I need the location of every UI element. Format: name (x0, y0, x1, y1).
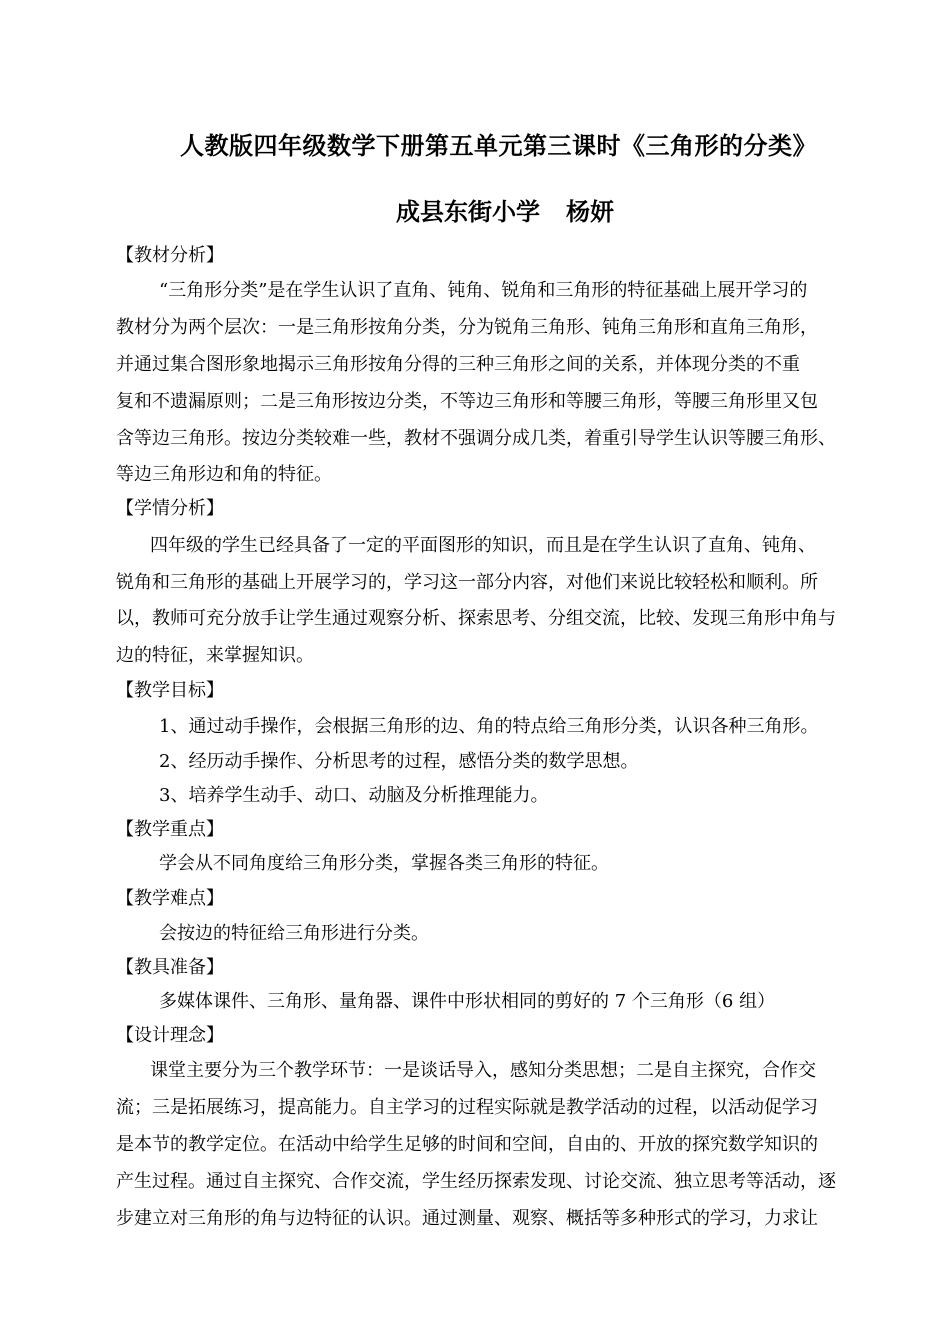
author-name: 杨妍 (566, 197, 614, 226)
paragraph-line: 边的特征，来掌握知识。 (116, 645, 314, 666)
school-name: 成县东街小学 (396, 197, 540, 226)
section-heading: 【设计理念】 (116, 1025, 224, 1046)
paragraph-line: 学会从不同角度给三角形分类，掌握各类三角形的特征。 (159, 853, 609, 874)
paragraph-line: 复和不遗漏原则；二是三角形按边分类，不等边三角形和等腰三角形，等腰三角形里又包 (116, 391, 818, 412)
paragraph-line: 流；三是拓展练习，提高能力。自主学习的过程实际就是教学活动的过程，以活动促学习 (116, 1097, 818, 1118)
paragraph-line: 是本节的教学定位。在活动中给学生足够的时间和空间，自由的、开放的探究数学知识的 (116, 1134, 818, 1155)
paragraph-line: 四年级的学生已经具备了一定的平面图形的知识，而且是在学生认识了直角、钝角、 (150, 535, 816, 556)
paragraph-line: 多媒体课件、三角形、量角器、课件中形状相同的剪好的 7 个三角形（6 组） (159, 991, 776, 1012)
document-title: 人教版四年级数学下册第五单元第三课时《三角形的分类》 (180, 131, 817, 160)
paragraph-line: “三角形分类”是在学生认识了直角、钝角、锐角和三角形的特征基础上展开学习的 (159, 280, 808, 301)
section-heading: 【教材分析】 (116, 245, 224, 266)
section-heading: 【教学难点】 (116, 888, 224, 909)
objective-item: 2、经历动手操作、分析思考的过程，感悟分类的数学思想。 (159, 751, 639, 772)
paragraph-line: 并通过集合图形象地揭示三角形按角分得的三种三角形之间的关系，并体现分类的不重 (116, 354, 800, 375)
paragraph-line: 以，教师可充分放手让学生通过观察分析、探索思考、分组交流，比较、发现三角形中角与 (116, 608, 836, 629)
paragraph-line: 产生过程。通过自主探究、合作交流，学生经历探索发现、讨论交流、独立思考等活动，逐 (116, 1171, 836, 1192)
paragraph-line: 课堂主要分为三个教学环节：一是谈话导入，感知分类思想；二是自主探究，合作交 (150, 1060, 816, 1081)
objective-item: 1、通过动手操作，会根据三角形的边、角的特点给三角形分类，认识各种三角形。 (159, 716, 819, 737)
paragraph-line: 步建立对三角形的角与边特征的认识。通过测量、观察、概括等多种形式的学习，力求让 (116, 1208, 818, 1229)
section-heading: 【教具准备】 (116, 957, 224, 978)
section-heading: 【教学重点】 (116, 819, 224, 840)
author-line (396, 192, 614, 227)
paragraph-line: 等边三角形边和角的特征。 (116, 464, 332, 485)
paragraph-line: 会按边的特征给三角形进行分类。 (159, 923, 429, 944)
section-heading: 【教学目标】 (116, 680, 224, 701)
paragraph-line: 含等边三角形。按边分类较难一些，教材不强调分成几类，着重引导学生认识等腰三角形、 (116, 428, 836, 449)
section-heading: 【学情分析】 (116, 498, 224, 519)
objective-item: 3、培养学生动手、动口、动脑及分析推理能力。 (159, 785, 549, 806)
paragraph-line: 锐角和三角形的基础上开展学习的，学习这一部分内容，对他们来说比较轻松和顺利。所 (116, 572, 818, 593)
paragraph-line: 教材分为两个层次：一是三角形按角分类，分为锐角三角形、钝角三角形和直角三角形， (116, 317, 818, 338)
